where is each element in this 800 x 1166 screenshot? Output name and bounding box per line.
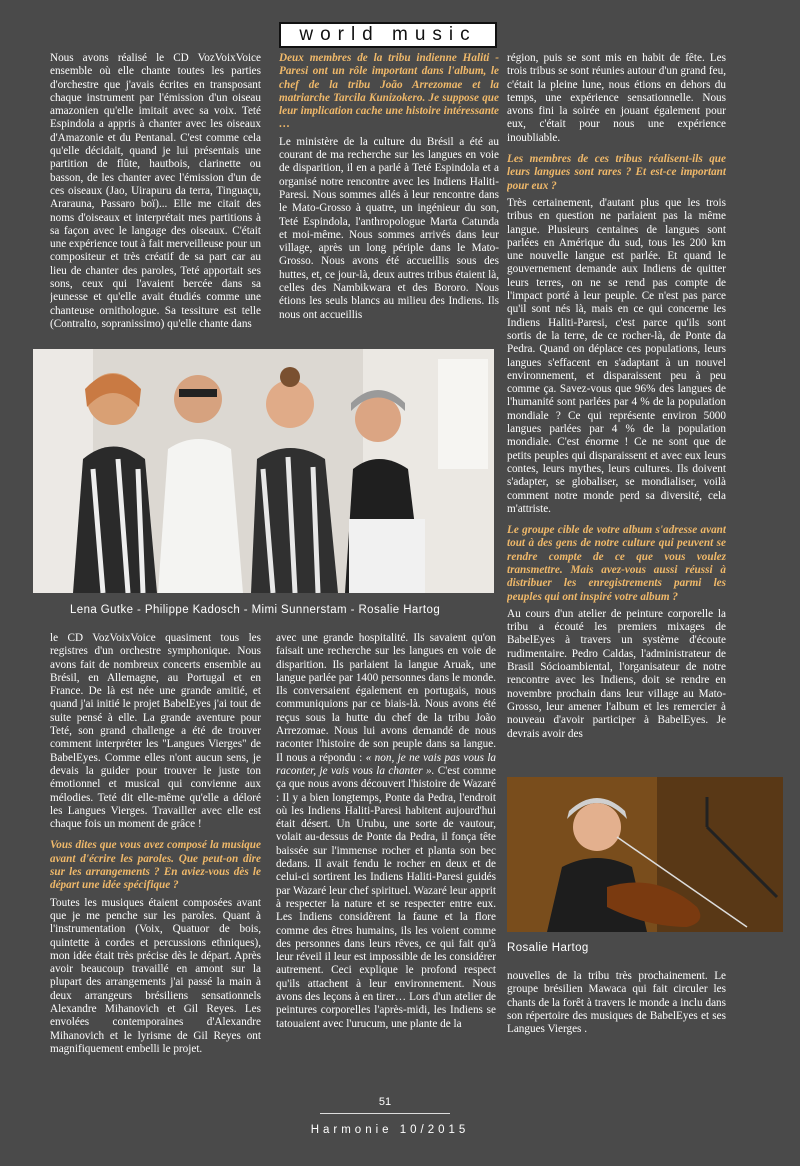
paragraph: Le ministère de la culture du Brésil a été au courant de ma recherche sur les langues en voie de disparition, il en a parlé à Teté Espindola et a organisé notre rencontre avec les Indiens Haliti-Paresi. Nous sommes allés à leur rencontre dans le Mato-Grosso à quatre, un ingénieur du son, Teté Espindola, l'anthropologue Marta Catunda et moi-même. Nous sommes arrivés dans leur village, après un long périple dans le Mato-Grosso. Nous avons été accueillis sous des huttes, et, ce jour-là, deux autres tribus étaient là, celles des Nambikwara et des Bororo. Nous étions les seuls blancs au milieu des Indiens. Ils nous ont accueillis xyxy=(279,135,499,321)
violinist-photo xyxy=(507,777,783,932)
question: Vous dites que vous avez composé la musique avant d'écrire les paroles. Que peut-on dire sur les arrangements ? En aviez-vous dès le départ une idée spécifique ? xyxy=(50,839,261,892)
section-header: world music xyxy=(279,22,497,48)
paragraph: Toutes les musiques étaient composées avant que je me penche sur les paroles. Quant à l'instrumentation (Voix, Quatuor de bois, quintette à cordes et percussions ethniques), mon idée était très précise dès le départ. Après avoir beaucoup travaillé en amont sur la plupart des arrangements j'ai passé la main à deux arrangeurs brésiliens sensationnels Alexandre Mihanovich et Gil Reyes. Les envolées contemporaines d'Alexandre Mihanovich et le lyrisme de Gil Reyes ont magnifiquement embelli le projet. xyxy=(50,896,261,1055)
column-3-top xyxy=(507,52,726,766)
footer-divider xyxy=(320,1113,450,1114)
page-number: 51 xyxy=(378,1096,392,1108)
column-1-top xyxy=(50,52,261,332)
paragraph: nouvelles de la tribu très prochainement. Le groupe brésilien Mawaca qui fait circuler les chants de la forêt à travers le monde a inclu dans son répertoire des musiques de BabelEyes et ses Langues Vierges . xyxy=(507,970,726,1036)
paragraph: Très certainement, d'autant plus que les trois tribus en question ne parlaient pas la même langue. Plusieurs centaines de langues sont parlées en Amérique du sud, tous les 200 km une nouvelle langue est parlée. Et quand le gouvernement demande aux Indiens de quitter leurs terres, on ne se rend pas compte de l'impact porté à leur peuple. Ce n'est pas parce qu'il sont nés là, mais en ce qui concerne les Indiens Haliti-Paresi, c'est parce qu'ils sont sortis de la terre, de ce rocher-là, de Ponte da Pedra. Quand on déplace ces populations, leurs langues s'effacent en s'adaptant à un nouvel environnement, et disparaissent peu à peu comme ça. Savez-vous que 96% des langues de l'humanité sont parlées par 4 % de la population mondiale ? Ce qui représente environ 5000 langues parlées par 4 % de la population mondiale. C'est énorme ! Ce ne sont que de petits peuples qui disparaissent et avec eux leurs contes, leurs mythes, leurs cultures. Ils doivent s'adapter, se globaliser, se mondialiser, voilà comment notre monde perd sa diversité, cela m'attriste. xyxy=(507,196,726,515)
paragraph-text: C'est comme ça que nous avons découvert l'histoire de Wazaré : Il y a bien longtemps, Ponte da Pedra, l'endroit où les Indiens Haliti-Paresi habitent aujourd'hui était désert. Un Urubu, une sorte de vautour, volait au-dessus de Ponte da Pedra, il fonça tête baissée sur l'immense rocher et planta son bec dedans. Il avait fendu le rocher en deux et de celui-ci sortirent les Indiens Haliti-Paresi guidés par Wazaré leur chef spirituel. Wazaré leur apprit à respecter la nature et se respecter entre eux. Les Indiens considèrent la faune et la flore comme des êtres humains, ils les voient comme des personnes dans leurs rêves, ce qui fait qu'à leur réveil il leur est impossible de les considérer autrement. Ceci explique le profond respect qu'ils attachent à leur environnement. Nous avons des leçons à en tirer… Lors d'un atelier de peintures corporelles l'après-midi, les Indiens se tatouaient avec l'urucum, une plante de la xyxy=(276,764,496,1030)
paragraph: Nous avons réalisé le CD VozVoixVoice ensemble où elle chante toutes les parties d'orchestre que j'avais écrites en transposant chaque instrument par l'émission d'un oiseau amazonien qu'elle imitait avec sa voix. Teté Espindola a appris à chanter avec les oiseaux d'Amazonie et du Pentanal. C'est comme cela qu'elle décidait, quand je lui présentais une partition de flûte, hautbois, clarinette ou basson, de les chanter avec l'émission d'un de ces oiseaux (Jao, Uirapuru da terra, Tinguaçu, Ararauna, Passaro boï)... Elle me citait des noms d'oiseaux et interprétait mes partitions à sa façon avec le langage des oiseaux. C'était une expérience tout à fait merveilleuse pour un compositeur et très créatif de sa part car au lieu de chanter des paroles, Teté apportait ses sons, ceux qui l'avaient bercée dans sa jeunesse et qu'elle avait étudiés comme une chanteuse ornithologue. Sa tessiture est telle (Contralto, sopranissimo) qu'elle chante dans xyxy=(50,52,261,330)
quote: « non, je ne vais pas vous la raconter, je vais vous la chanter ». xyxy=(276,751,496,777)
group-photo-caption: Lena Gutke - Philippe Kadosch - Mimi Sunnerstam - Rosalie Hartog xyxy=(70,604,441,616)
paragraph: Au cours d'un atelier de peinture corporelle la tribu a écouté les premiers mixages de BabelEyes à travers un système d'écoute rudimentaire. Pedro Caldas, l'administrateur de Brasil Sócioambiental, l'organisateur de notre rencontre avec les Indiens, doit se rendre en novembre prochain dans leur village au Mato-Grosso, leur amener l'album et les remercier à nouveau d'avoir participer à BabelEyes. Je devrais avoir des xyxy=(507,607,726,740)
question: Les membres de ces tribus réalisent-ils que leurs langues sont rares ? Et est-ce important pour eux ? xyxy=(507,153,726,192)
group-photo xyxy=(33,349,494,593)
question: Le groupe cible de votre album s'adresse avant tout à des gens de notre culture qui peuvent se rendre compte de ce que vous voulez transmettre. Mais avez-vous aussi réussi à distribuer les enregistrements parmi les peuples qui ont inspiré votre album ? xyxy=(507,524,726,603)
paragraph-text: avec une grande hospitalité. Ils savaient qu'on faisait une recherche sur les langues en voie de disparition. Ils parlaient la langue Aruak, une langue parlée par 1400 personnes dans le monde. Ils conversaient également en portugais, nous communiquions par ce biais-là. Nous avons été reçus sous la hutte du chef de la tribu João Arrezomae. Nous lui avons demandé de nous raconter l'histoire de son peuple dans sa langue. Il nous a répondu : xyxy=(276,632,496,764)
column-2-bottom xyxy=(276,632,496,1084)
column-3-bottom xyxy=(507,970,726,1060)
violinist-photo-caption: Rosalie Hartog xyxy=(507,942,589,954)
magazine-issue: Harmonie 10/2015 xyxy=(310,1124,470,1136)
column-1-bottom xyxy=(50,632,261,1084)
paragraph: le CD VozVoixVoice quasiment tous les registres d'un orchestre symphonique. Nous avons fait de nombreux concerts ensemble au Brésil, en Allemagne, au Portugal et en France. De là est née une grande amitié, et quand j'ai initié le projet BabelEyes j'ai tout de suite pensé à elle. La grande aventure pour Teté, son grand challenge a été de trouver comment interpréter les "Langues Vierges" de BabelEyes. Comme elles n'ont aucun sens, je devais la guider pour trouver le juste ton émotionnel et musical qui convienne aux mélodies. Teté dit elle-même qu'elle a déloré les Langues Vierges. Travailler avec elle est chaque fois un moment de grâce ! xyxy=(50,632,261,831)
column-2-top xyxy=(279,52,499,332)
paragraph xyxy=(276,632,496,1031)
question: Deux membres de la tribu indienne Haliti - Paresi ont un rôle important dans l'album, le chef de la tribu João Arrezomae et la matriarche Tarcila Kunizokero. Je suppose que leur implication cache une histoire intéressante … xyxy=(279,52,499,131)
paragraph: région, puis se sont mis en habit de fête. Les trois tribus se sont réunies autour d'un grand feu, c'était la pleine lune, nous étions en dehors du temps, une expérience sensationnelle. Nous avons fini la soirée en jouant également pour eux, c'était pour nous une expérience inoubliable. xyxy=(507,52,726,144)
